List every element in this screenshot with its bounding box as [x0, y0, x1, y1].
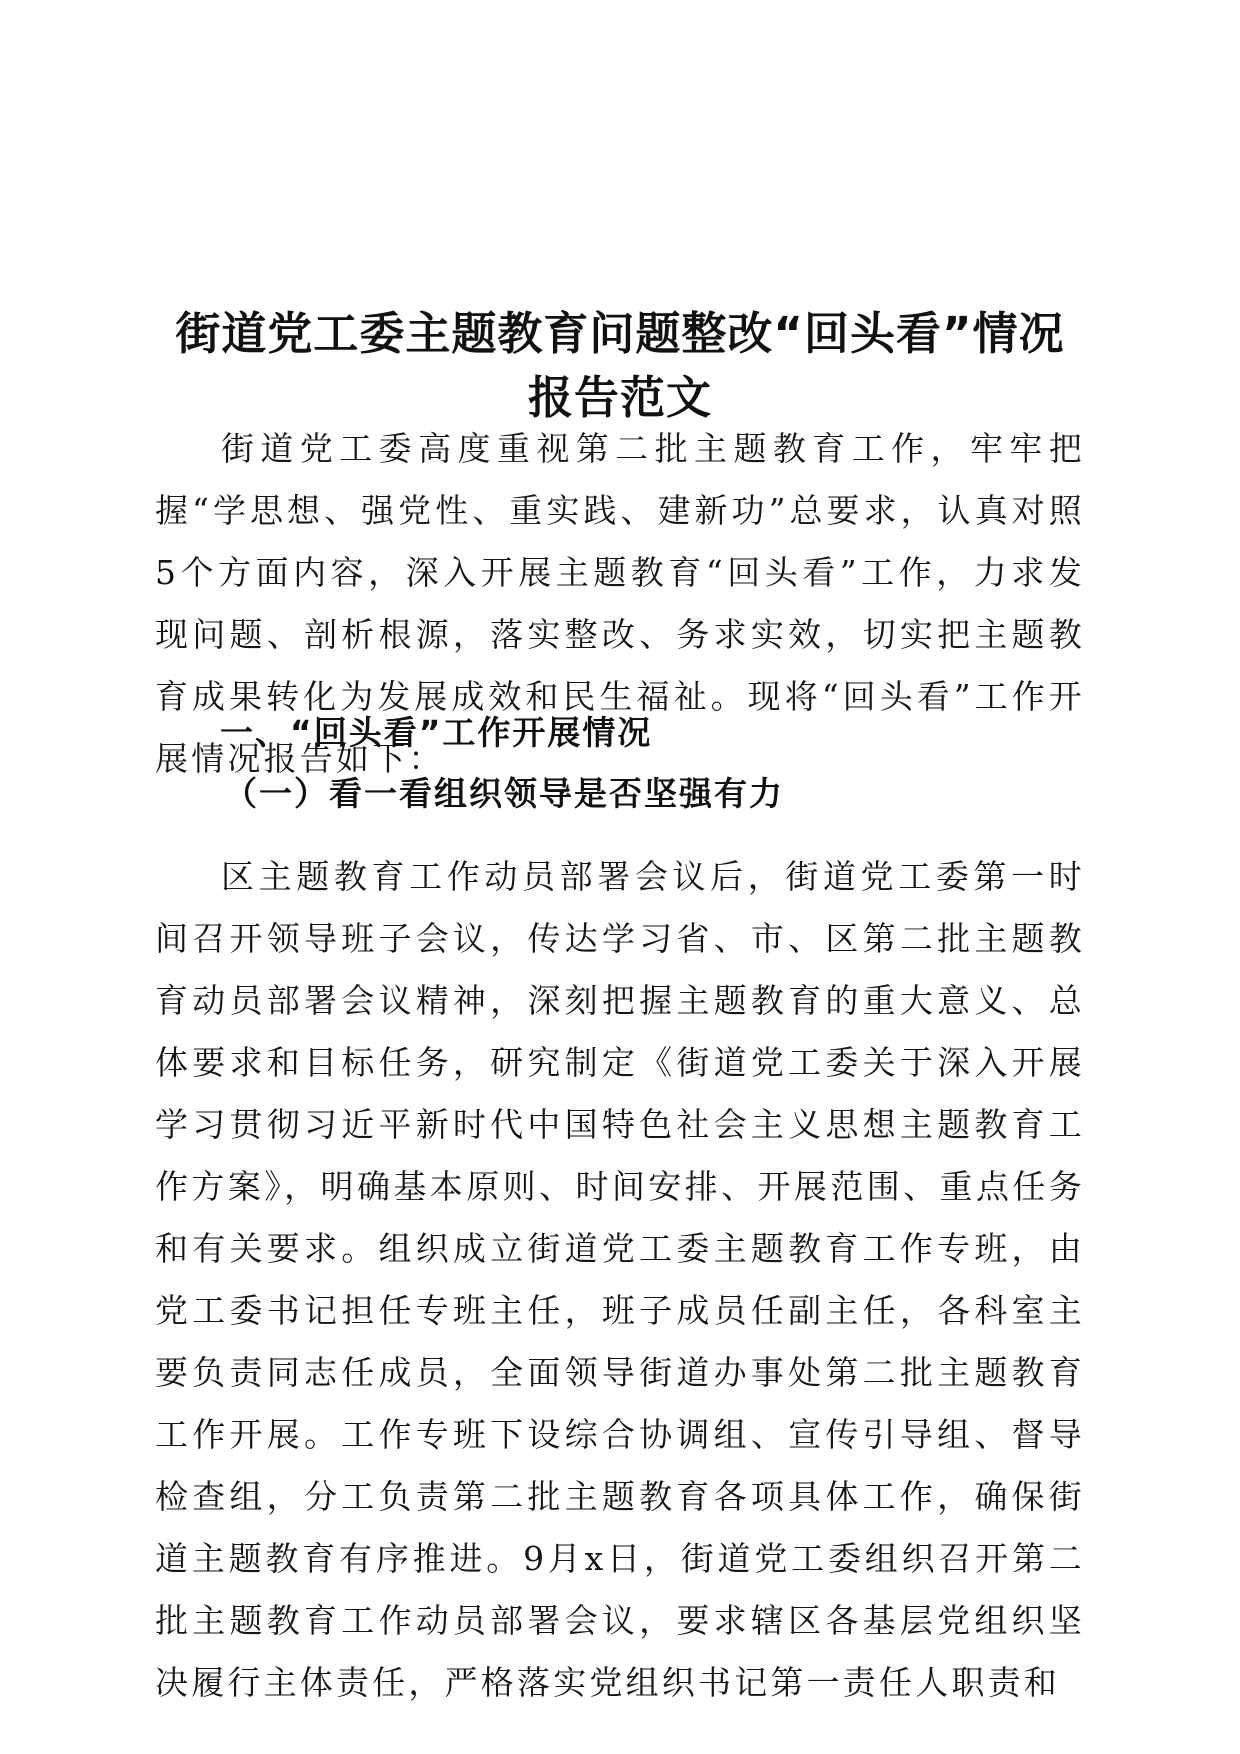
subsection-heading-1: （一）看一看组织领导是否坚强有力	[224, 774, 784, 813]
subsection-paragraph-1: 区主题教育工作动员部署会议后，街道党工委第一时间召开领导班子会议，传达学习省、市、区第二批主题教育动员部署会议精神，深刻把握主题教育的重大意义、总体要求和目标任务，研究制定《街道党工委关于深入开展学习贯彻习近平新时代中国特色社会主义思想主题教育工作方案》，明确基本原则、时间安排、开展范围、重点任务和有关要求。组织成立街道党工委主题教育工作专班，由党工委书记担任专班主任，班子成员任副主任，各科室主要负责同志任成员，全面领导街道办事处第二批主题教育工作开展。工作专班下设综合协调组、宣传引导组、督导检查组，分工负责第二批主题教育各项具体工作，确保街道主题教育有序推进。9月x日，街道党工委组织召开第二批主题教育工作动员部署会议，要求辖区各基层党组织坚决履行主体责任，严格落实党组织书记第一责任人职责和	[155, 857, 1085, 1702]
section-heading-1: 一、“回头看”工作开展情况	[220, 713, 653, 752]
document-title-line-2: 报告范文	[527, 371, 712, 425]
intro-paragraph: 街道党工委高度重视第二批主题教育工作，牢牢把握“学思想、强党性、重实践、建新功”总要求，认真对照5个方面内容，深入开展主题教育“回头看”工作，力求发现问题、剖析根源，落实整改、务求实效，切实把主题教育成果转化为发展成效和民生福祉。现将“回头看”工作开展情况报告如下：	[155, 429, 1085, 778]
document-title-line-1: 街道党工委主题教育问题整改“回头看”情况	[175, 307, 1065, 361]
document-title	[140, 302, 1100, 430]
